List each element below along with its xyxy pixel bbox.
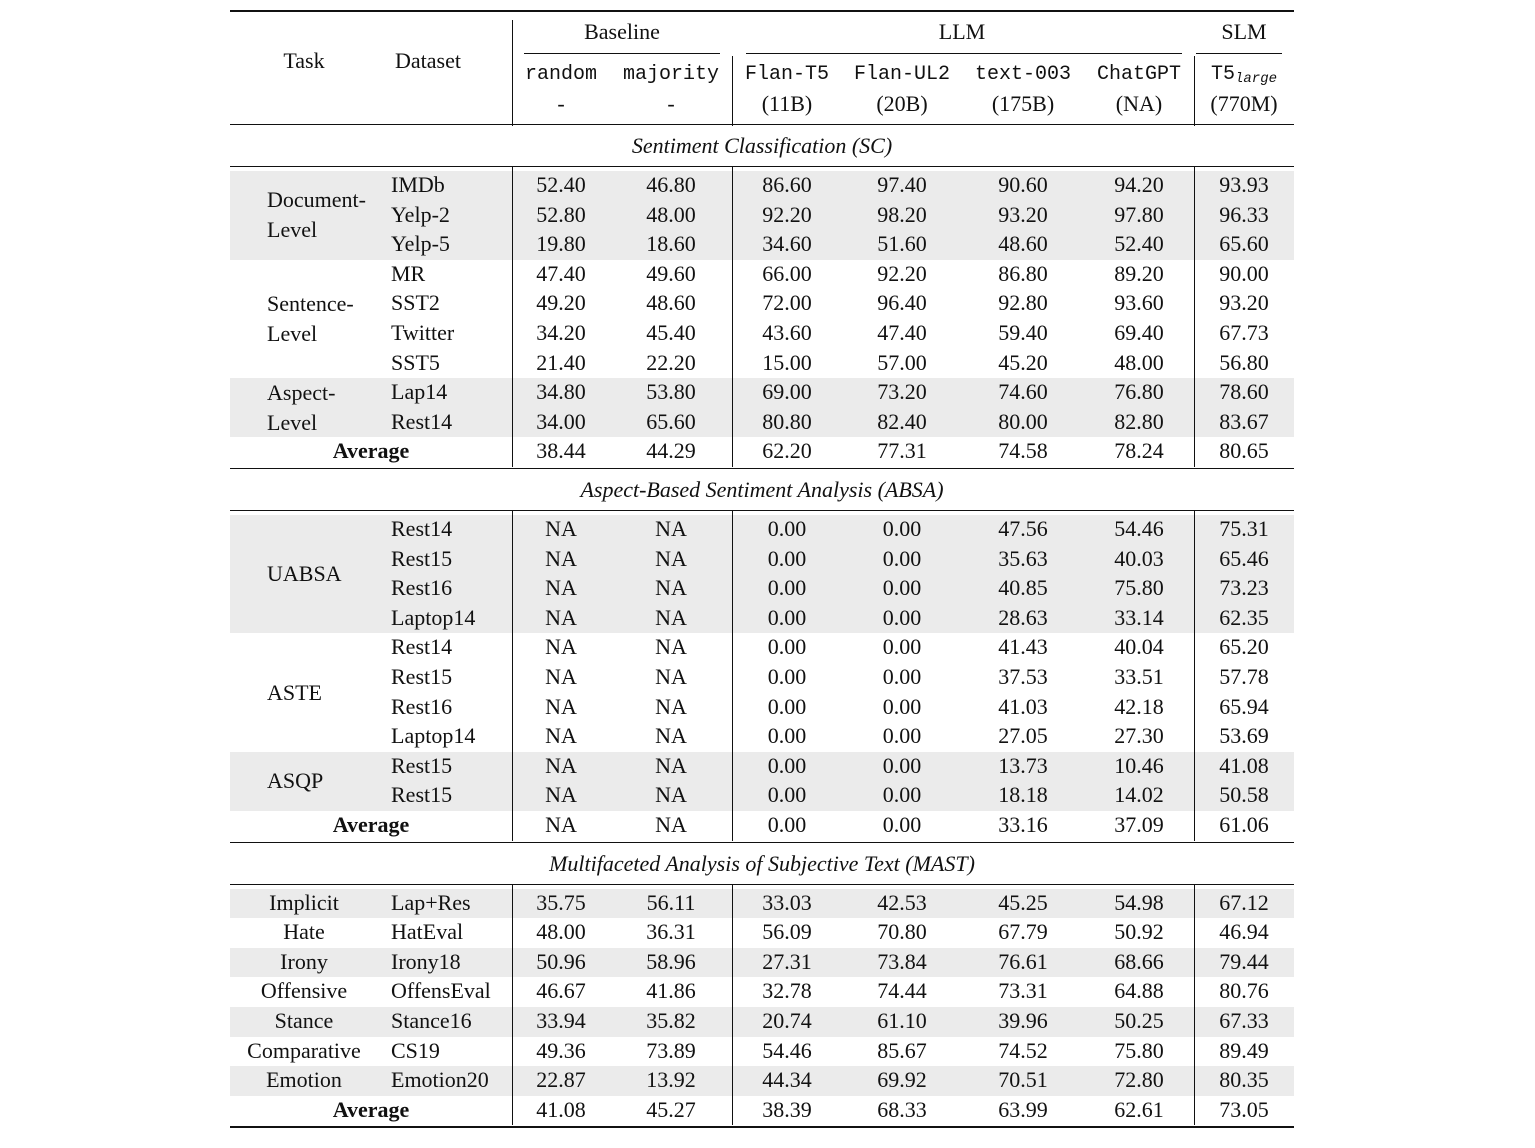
row-value-4: 0.00 [882,782,922,808]
row-value-2: 36.31 [646,919,696,945]
row-value-6: 27.30 [1114,723,1164,749]
row-value-7: 75.31 [1219,516,1269,541]
row-value-3: 0.00 [767,752,807,778]
row-value-5: 41.43 [998,634,1048,660]
row-value-2: 53.80 [646,379,696,405]
section-rule [230,510,1294,511]
row-value-4: 0.00 [882,604,922,630]
row-value-4: 0.00 [882,664,922,689]
row-value-1: 33.94 [536,1008,586,1033]
task-label: ASQP [267,768,324,794]
average-value-6: 37.09 [1114,812,1164,837]
row-value-3: 0.00 [767,575,807,601]
row-value-5: 67.79 [998,919,1048,945]
row-value-7: 65.60 [1219,231,1269,257]
row-value-4: 0.00 [882,634,922,660]
row-value-2: NA [655,723,687,749]
row-value-7: 80.76 [1219,978,1269,1004]
section-end-rule [230,468,1294,469]
dataset-name: Lap+Res [391,889,471,915]
row-value-1: 22.87 [536,1067,586,1093]
row-value-6: 64.88 [1114,978,1164,1004]
dataset-name: IMDb [391,172,445,197]
average-value-3: 62.20 [762,438,812,464]
row-value-5: 59.40 [998,320,1048,345]
header-bottom-rule [230,124,1294,125]
dataset-name: Rest15 [391,782,453,808]
row-value-2: 35.82 [646,1008,696,1033]
row-value-2: 58.96 [646,948,696,974]
row-value-5: 13.73 [998,752,1048,778]
row-value-7: 83.67 [1219,408,1269,434]
row-value-1: 50.96 [536,948,586,974]
row-value-3: 0.00 [767,516,807,541]
row-value-1: 35.75 [536,889,586,915]
row-value-6: 93.60 [1114,290,1164,316]
header-group-baseline: Baseline [584,19,660,44]
average-value-3: 38.39 [762,1096,812,1122]
row-value-7: 78.60 [1219,379,1269,405]
row-value-5: 74.52 [998,1037,1048,1063]
row-value-3: 15.00 [762,349,812,375]
model-size-3: (11B) [761,91,813,116]
row-value-1: NA [545,752,577,778]
row-value-6: 48.00 [1114,349,1164,375]
model-name-1: random [524,63,597,86]
row-value-1: 46.67 [536,978,586,1004]
dataset-name: MR [391,260,426,286]
row-value-1: 49.20 [536,290,586,316]
row-value-2: NA [655,782,687,808]
row-value-5: 37.53 [998,664,1048,689]
row-value-5: 40.85 [998,575,1048,601]
dataset-name: Rest15 [391,664,453,689]
row-value-6: 72.80 [1114,1067,1164,1093]
row-value-7: 50.58 [1219,782,1269,808]
column-rule-3 [1194,510,1195,841]
row-value-2: NA [655,752,687,778]
row-value-6: 33.51 [1114,664,1164,689]
row-value-4: 98.20 [877,201,927,227]
task-label: Level [267,321,318,346]
row-value-5: 18.18 [998,782,1048,808]
row-value-1: NA [545,575,577,601]
row-value-5: 80.00 [998,408,1048,434]
row-value-6: 75.80 [1114,575,1164,601]
dataset-name: Stance16 [391,1008,472,1033]
row-value-7: 96.33 [1219,201,1269,227]
row-value-6: 76.80 [1114,379,1164,405]
row-value-2: 73.89 [646,1037,696,1063]
row-value-2: 56.11 [646,889,696,915]
dataset-name: Twitter [391,320,455,345]
row-value-6: 54.98 [1114,889,1164,915]
average-value-3: 0.00 [767,812,807,837]
row-value-4: 0.00 [882,516,922,541]
top-rule [230,10,1294,12]
dataset-name: HatEval [391,919,464,945]
row-value-5: 27.05 [998,723,1048,749]
row-value-4: 0.00 [882,752,922,778]
task-label: Level [267,217,318,243]
model-size-7: (770M) [1210,91,1278,116]
row-value-2: 48.00 [646,201,696,227]
row-value-3: 43.60 [762,320,812,345]
row-value-7: 57.78 [1219,664,1269,689]
row-value-3: 0.00 [767,664,807,689]
row-value-5: 28.63 [998,604,1048,630]
dataset-name: Rest14 [391,408,453,434]
row-value-5: 76.61 [998,948,1048,974]
model-size-5: (175B) [991,91,1055,116]
row-value-4: 69.92 [877,1067,927,1093]
average-value-7: 80.65 [1219,438,1269,464]
row-value-1: 48.00 [536,919,586,945]
dataset-name: Emotion20 [391,1067,489,1093]
row-value-7: 93.93 [1219,172,1269,197]
row-value-4: 42.53 [877,889,927,915]
row-value-3: 20.74 [762,1008,812,1033]
row-value-7: 62.35 [1219,604,1269,630]
dataset-name: Rest15 [391,752,453,778]
average-value-1: NA [545,812,577,837]
average-value-5: 33.16 [998,812,1048,837]
model-size-1: - [557,91,565,116]
model-name-6: ChatGPT [1096,63,1181,86]
row-value-6: 68.66 [1114,948,1164,974]
row-value-1: NA [545,664,577,689]
row-value-5: 45.25 [998,889,1048,915]
row-value-3: 32.78 [762,978,812,1004]
row-value-7: 89.49 [1219,1037,1269,1063]
average-value-6: 78.24 [1114,438,1164,464]
row-value-3: 69.00 [762,379,812,405]
row-value-6: 14.02 [1114,782,1164,808]
dataset-name: Laptop14 [391,723,476,749]
task-label: Hate [283,919,325,945]
dataset-name: CS19 [391,1037,440,1063]
row-value-7: 93.20 [1219,290,1269,316]
row-value-3: 0.00 [767,782,807,808]
dataset-name: Laptop14 [391,604,476,630]
row-value-5: 35.63 [998,545,1048,571]
row-value-2: NA [655,545,687,571]
row-value-4: 82.40 [877,408,927,434]
row-value-4: 73.84 [877,948,927,974]
section-title: Multifaceted Analysis of Subjective Text (MAST) [549,850,975,876]
row-value-2: NA [655,634,687,660]
row-value-7: 56.80 [1219,349,1269,375]
row-value-6: 97.80 [1114,201,1164,227]
row-value-1: NA [545,693,577,719]
average-value-4: 0.00 [882,812,922,837]
average-value-2: NA [655,812,687,837]
dataset-name: Yelp-2 [391,201,450,227]
average-value-4: 77.31 [877,438,927,464]
column-rule-1 [512,884,513,1126]
row-value-4: 70.80 [877,919,927,945]
row-value-6: 33.14 [1114,604,1164,630]
row-value-1: 52.80 [536,201,586,227]
header-underline-llm [746,53,1182,54]
dataset-name: Rest14 [391,516,453,541]
row-value-3: 0.00 [767,634,807,660]
row-value-7: 41.08 [1219,752,1269,778]
row-value-6: 40.03 [1114,545,1164,571]
row-value-1: 34.20 [536,320,586,345]
row-value-2: NA [655,664,687,689]
row-value-1: 47.40 [536,260,586,286]
dataset-name: Rest14 [391,634,453,660]
row-value-3: 34.60 [762,231,812,257]
row-value-6: 52.40 [1114,231,1164,257]
row-value-3: 92.20 [762,201,812,227]
header-underline-slm [1196,53,1282,54]
average-value-6: 62.61 [1114,1096,1164,1122]
row-value-3: 66.00 [762,260,812,286]
task-label: Emotion [266,1067,342,1093]
row-value-4: 96.40 [877,290,927,316]
header-rule-3 [1194,56,1195,126]
row-value-7: 73.23 [1219,575,1269,601]
header-rule-2 [732,56,733,126]
row-value-4: 73.20 [877,379,927,405]
row-value-5: 41.03 [998,693,1048,719]
row-value-6: 50.25 [1114,1008,1164,1033]
row-value-3: 54.46 [762,1037,812,1063]
row-value-3: 0.00 [767,604,807,630]
task-label: Aspect- [267,379,336,405]
row-value-6: 54.46 [1114,516,1164,541]
row-value-2: NA [655,604,687,630]
model-name-subscript: large [1235,71,1278,87]
row-value-5: 47.56 [998,516,1048,541]
header-group-llm: LLM [938,19,986,44]
average-label: Average [332,812,410,837]
row-value-2: 49.60 [646,260,696,286]
bottom-rule [230,1126,1294,1128]
row-value-7: 65.20 [1219,634,1269,660]
model-name-2: majority [622,63,719,86]
row-value-7: 65.94 [1219,693,1269,719]
dataset-name: Rest15 [391,545,453,571]
row-value-4: 0.00 [882,723,922,749]
row-value-7: 67.12 [1219,889,1269,915]
row-value-6: 69.40 [1114,320,1164,345]
column-rule-2 [732,166,733,467]
row-value-1: NA [545,782,577,808]
row-value-1: NA [545,516,577,541]
row-value-1: 52.40 [536,172,586,197]
row-value-4: 0.00 [882,575,922,601]
dataset-name: Irony18 [391,948,461,974]
average-value-7: 73.05 [1219,1096,1269,1122]
row-value-3: 86.60 [762,172,812,197]
header-group-slm: SLM [1221,19,1267,44]
row-value-4: 97.40 [877,172,927,197]
row-value-3: 80.80 [762,408,812,434]
row-value-1: 34.80 [536,379,586,405]
row-value-4: 74.44 [877,978,927,1004]
row-value-6: 50.92 [1114,919,1164,945]
row-value-2: NA [655,693,687,719]
row-value-5: 74.60 [998,379,1048,405]
row-value-7: 90.00 [1219,260,1269,286]
row-value-2: 41.86 [646,978,696,1004]
row-value-6: 10.46 [1114,752,1164,778]
model-name-7: $T5_{large}$ [1210,63,1278,87]
model-name-3: Flan-T5 [744,63,829,86]
row-value-5: 73.31 [998,978,1048,1004]
row-value-4: 51.60 [877,231,927,257]
row-value-6: 94.20 [1114,172,1164,197]
task-label: Document- [267,187,366,213]
row-value-2: 65.60 [646,408,696,434]
row-value-6: 75.80 [1114,1037,1164,1063]
row-value-3: 56.09 [762,919,812,945]
row-value-7: 53.69 [1219,723,1269,749]
row-value-2: NA [655,516,687,541]
dataset-name: SST5 [391,349,440,375]
row-value-3: 0.00 [767,545,807,571]
task-label: Offensive [260,978,348,1004]
row-value-5: 45.20 [998,349,1048,375]
column-rule-3 [1194,884,1195,1126]
task-label: Level [267,409,318,435]
header-rule-1 [512,20,513,126]
row-value-5: 86.80 [998,260,1048,286]
row-value-3: 0.00 [767,693,807,719]
column-rule-3 [1194,166,1195,467]
average-label: Average [332,1096,410,1122]
average-value-1: 38.44 [536,438,586,464]
average-value-1: 41.08 [536,1096,586,1122]
row-value-1: NA [545,604,577,630]
header-task: Task [283,48,325,73]
task-label: ASTE [267,679,322,705]
row-value-7: 46.94 [1219,919,1269,945]
average-value-4: 68.33 [877,1096,927,1122]
row-value-7: 67.33 [1219,1008,1269,1033]
row-value-7: 67.73 [1219,320,1269,345]
row-value-1: 34.00 [536,408,586,434]
section-rule [230,166,1294,167]
row-value-4: 47.40 [877,320,927,345]
model-name-5: text-003 [974,63,1071,86]
row-value-4: 0.00 [882,693,922,719]
dataset-name: OffensEval [391,978,491,1004]
task-label: Irony [280,948,328,974]
row-value-3: 0.00 [767,723,807,749]
row-value-4: 0.00 [882,545,922,571]
row-value-2: 22.20 [646,349,696,375]
row-value-5: 93.20 [998,201,1048,227]
average-value-5: 63.99 [998,1096,1048,1122]
row-value-6: 42.18 [1114,693,1164,719]
dataset-name: Yelp-5 [391,231,450,257]
model-size-2: - [667,91,675,116]
model-name-4: Flan-UL2 [853,63,950,86]
header-dataset: Dataset [395,48,461,73]
row-value-2: 18.60 [646,231,696,257]
row-value-3: 44.34 [762,1067,812,1093]
row-value-7: 80.35 [1219,1067,1269,1093]
row-value-2: 46.80 [646,172,696,197]
task-label: Implicit [269,889,339,915]
row-value-3: 27.31 [762,948,812,974]
column-rule-2 [732,510,733,841]
average-value-2: 44.29 [646,438,696,464]
row-value-4: 92.20 [877,260,927,286]
row-value-1: NA [545,723,577,749]
row-value-3: 33.03 [762,889,812,915]
task-label: Sentence- [267,291,354,316]
row-value-5: 90.60 [998,172,1048,197]
section-rule [230,884,1294,885]
section-end-rule [230,842,1294,843]
section-title: Aspect-Based Sentiment Analysis (ABSA) [580,477,944,502]
task-label: Comparative [247,1037,361,1063]
row-value-6: 89.20 [1114,260,1164,286]
dataset-name: SST2 [391,290,440,316]
column-rule-2 [732,884,733,1126]
row-value-2: 48.60 [646,290,696,316]
row-value-1: 49.36 [536,1037,586,1063]
dataset-name: Rest16 [391,693,453,719]
header-underline-baseline [524,53,720,54]
average-value-5: 74.58 [998,438,1048,464]
row-value-1: 21.40 [536,349,586,375]
dataset-name: Rest16 [391,575,453,601]
row-value-5: 39.96 [998,1008,1048,1033]
row-value-7: 79.44 [1219,948,1269,974]
row-value-7: 65.46 [1219,545,1269,571]
average-label: Average [332,438,410,464]
row-value-6: 40.04 [1114,634,1164,660]
row-value-4: 57.00 [877,349,927,375]
row-value-5: 70.51 [998,1067,1048,1093]
model-size-6: (NA) [1115,91,1163,116]
dataset-name: Lap14 [391,379,448,405]
task-label: UABSA [267,561,342,587]
average-value-7: 61.06 [1219,812,1269,837]
row-value-1: NA [545,634,577,660]
row-value-5: 48.60 [998,231,1048,257]
row-value-6: 82.80 [1114,408,1164,434]
row-value-4: 85.67 [877,1037,927,1063]
row-value-3: 72.00 [762,290,812,316]
model-size-4: (20B) [876,91,928,116]
row-value-2: 45.40 [646,320,696,345]
row-value-2: NA [655,575,687,601]
row-value-2: 13.92 [646,1067,696,1093]
section-title: Sentiment Classification (SC) [631,133,893,158]
row-value-1: NA [545,545,577,571]
average-value-2: 45.27 [646,1096,696,1122]
column-rule-1 [512,510,513,841]
row-value-5: 92.80 [998,290,1048,316]
task-label: Stance [274,1008,334,1033]
row-value-1: 19.80 [536,231,586,257]
column-rule-1 [512,166,513,467]
row-value-4: 61.10 [877,1008,927,1033]
